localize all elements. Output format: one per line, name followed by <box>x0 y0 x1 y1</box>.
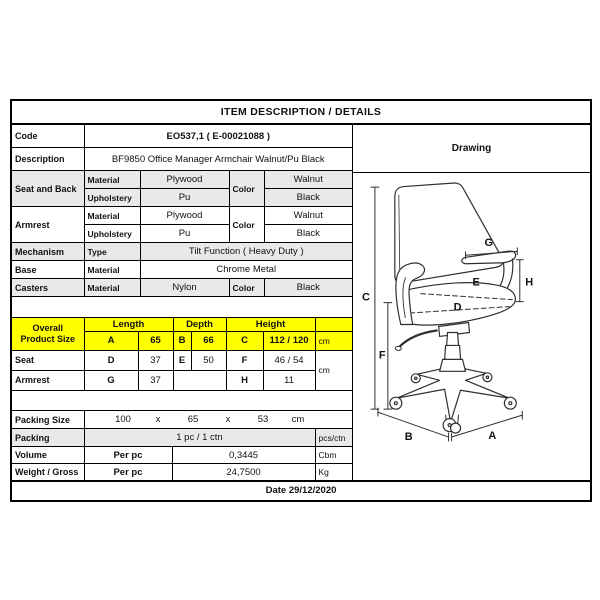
casters-color: Black <box>264 279 352 297</box>
dim-line-h <box>516 260 523 302</box>
volume-unit: Cbm <box>315 447 352 464</box>
description-label: Description <box>12 148 84 171</box>
packing-size-values <box>84 411 352 429</box>
height-header: Height <box>226 317 315 331</box>
packing-size-sep: x <box>155 414 161 425</box>
armrest-material: Plywood <box>140 207 229 225</box>
weight-value: 24,7500 <box>172 464 315 481</box>
dim-b-key: B <box>173 331 191 350</box>
packing-size-part: 65 <box>187 414 199 425</box>
material-label: Material <box>84 171 140 189</box>
armrest-material-row <box>12 207 352 225</box>
seat-armrest-unit: cm <box>315 350 352 390</box>
spacer-row <box>12 391 352 411</box>
dim-d-key: D <box>84 350 138 370</box>
chair-lever <box>400 330 437 346</box>
dim-h-key: H <box>226 370 263 390</box>
chair-drawing-area <box>353 173 590 480</box>
seat-back-upholstery: Pu <box>140 189 229 207</box>
code-value: EO537,1 ( E-00021088 ) <box>84 125 352 148</box>
color-label: Color <box>229 279 264 297</box>
dims-header-row <box>12 317 352 331</box>
mechanism-label: Mechanism <box>12 243 84 261</box>
date-stamp: Date 29/12/2020 <box>12 480 590 500</box>
upholstery-label: Upholstery <box>84 225 140 243</box>
caster-wheel <box>411 374 420 383</box>
drawing-panel <box>352 125 590 480</box>
dim-mark-c: C <box>361 291 370 304</box>
dim-g-value: 37 <box>138 370 173 390</box>
chair-gas-lift <box>440 332 466 371</box>
sheet-body <box>12 125 590 480</box>
material-label: Material <box>84 261 140 279</box>
color-label: Color <box>229 171 264 207</box>
volume-row <box>12 447 352 464</box>
dim-line-b <box>378 408 449 444</box>
dim-mark-a: A <box>488 430 497 443</box>
weight-label: Weight / Gross <box>12 464 84 481</box>
volume-label: Volume <box>12 447 84 464</box>
packing-size-label: Packing Size <box>12 411 84 429</box>
sheet-title: ITEM DESCRIPTION / DETAILS <box>12 101 590 125</box>
dim-line-c <box>371 187 379 409</box>
seat-back-material-row <box>12 171 352 189</box>
dim-mark-f: F <box>378 349 386 362</box>
empty-cell <box>173 370 226 390</box>
armrest-dims-row <box>12 370 352 390</box>
caster-wheel <box>483 373 492 382</box>
packing-value: 1 pc / 1 ctn <box>84 429 315 447</box>
chair-drawing <box>353 173 590 480</box>
dim-a-key: A <box>84 331 138 350</box>
seat-back-label: Seat and Back <box>12 171 84 207</box>
seat-back-color-upholstery: Black <box>264 189 352 207</box>
dim-a-value: 65 <box>138 331 173 350</box>
armrest-color-material: Walnut <box>264 207 352 225</box>
packing-size-sep: x <box>225 414 231 425</box>
dim-line-a <box>452 411 523 441</box>
drawing-title: Drawing <box>353 125 590 173</box>
packing-row <box>12 429 352 447</box>
dim-b-value: 66 <box>191 331 226 350</box>
mechanism-row <box>12 243 352 261</box>
overall-unit: cm <box>315 331 352 350</box>
armrest-label: Armrest <box>12 207 84 243</box>
material-label: Material <box>84 279 140 297</box>
spacer-row <box>12 297 352 317</box>
depth-header: Depth <box>173 317 226 331</box>
armrest-color-upholstery: Black <box>264 225 352 243</box>
info-table <box>12 125 352 171</box>
packing-label: Packing <box>12 429 84 447</box>
caster-wheel <box>504 397 516 409</box>
packing-table <box>12 410 352 480</box>
weight-basis: Per pc <box>84 464 172 481</box>
dim-c-key: C <box>226 331 263 350</box>
materials-table <box>12 171 352 297</box>
weight-unit: Kg <box>315 464 352 481</box>
armrest-dims-label: Armrest <box>12 370 84 390</box>
description-row <box>12 148 352 171</box>
spec-tables <box>12 125 352 480</box>
length-header: Length <box>84 317 173 331</box>
dimensions-table <box>12 317 352 391</box>
base-label: Base <box>12 261 84 279</box>
dim-d-value: 37 <box>138 350 173 370</box>
volume-basis: Per pc <box>84 447 172 464</box>
dim-mark-d: D <box>453 301 462 314</box>
upholstery-label: Upholstery <box>84 189 140 207</box>
casters-material: Nylon <box>140 279 229 297</box>
seat-back-material: Plywood <box>140 171 229 189</box>
volume-value: 0,3445 <box>172 447 315 464</box>
dim-f-key: F <box>226 350 263 370</box>
packing-unit: pcs/ctn <box>315 429 352 447</box>
empty-cell <box>315 317 352 331</box>
casters-row <box>12 279 352 297</box>
dim-mark-h: H <box>525 276 534 289</box>
packing-size-part: 53 <box>257 414 269 425</box>
dim-h-value: 11 <box>263 370 315 390</box>
overall-size-label: Overall Product Size <box>12 317 84 350</box>
type-label: Type <box>84 243 140 261</box>
weight-row <box>12 464 352 481</box>
code-row <box>12 125 352 148</box>
armrest-upholstery: Pu <box>140 225 229 243</box>
packing-size-unit: cm <box>291 414 305 425</box>
caster-wheel <box>390 397 402 409</box>
seat-dims-row <box>12 350 352 370</box>
base-row <box>12 261 352 279</box>
dim-e-value: 50 <box>191 350 226 370</box>
seat-label: Seat <box>12 350 84 370</box>
dim-f-value: 46 / 54 <box>263 350 315 370</box>
dim-mark-b: B <box>404 431 413 444</box>
seat-back-color-material: Walnut <box>264 171 352 189</box>
description-value: BF9850 Office Manager Armchair Walnut/Pu Black <box>84 148 352 171</box>
dim-mark-g: G <box>484 236 493 249</box>
material-label: Material <box>84 207 140 225</box>
spec-sheet <box>10 99 592 502</box>
caster-wheel <box>451 423 461 433</box>
casters-label: Casters <box>12 279 84 297</box>
mechanism-value: Tilt Function ( Heavy Duty ) <box>140 243 352 261</box>
packing-size-row <box>12 411 352 429</box>
dim-g-key: G <box>84 370 138 390</box>
code-label: Code <box>12 125 84 148</box>
chair-lever-tip <box>395 346 401 350</box>
base-value: Chrome Metal <box>140 261 352 279</box>
dim-e-key: E <box>173 350 191 370</box>
color-label: Color <box>229 207 264 243</box>
packing-size-part: 100 <box>115 414 131 425</box>
dim-mark-e: E <box>472 276 480 289</box>
dim-c-value: 112 / 120 <box>263 331 315 350</box>
